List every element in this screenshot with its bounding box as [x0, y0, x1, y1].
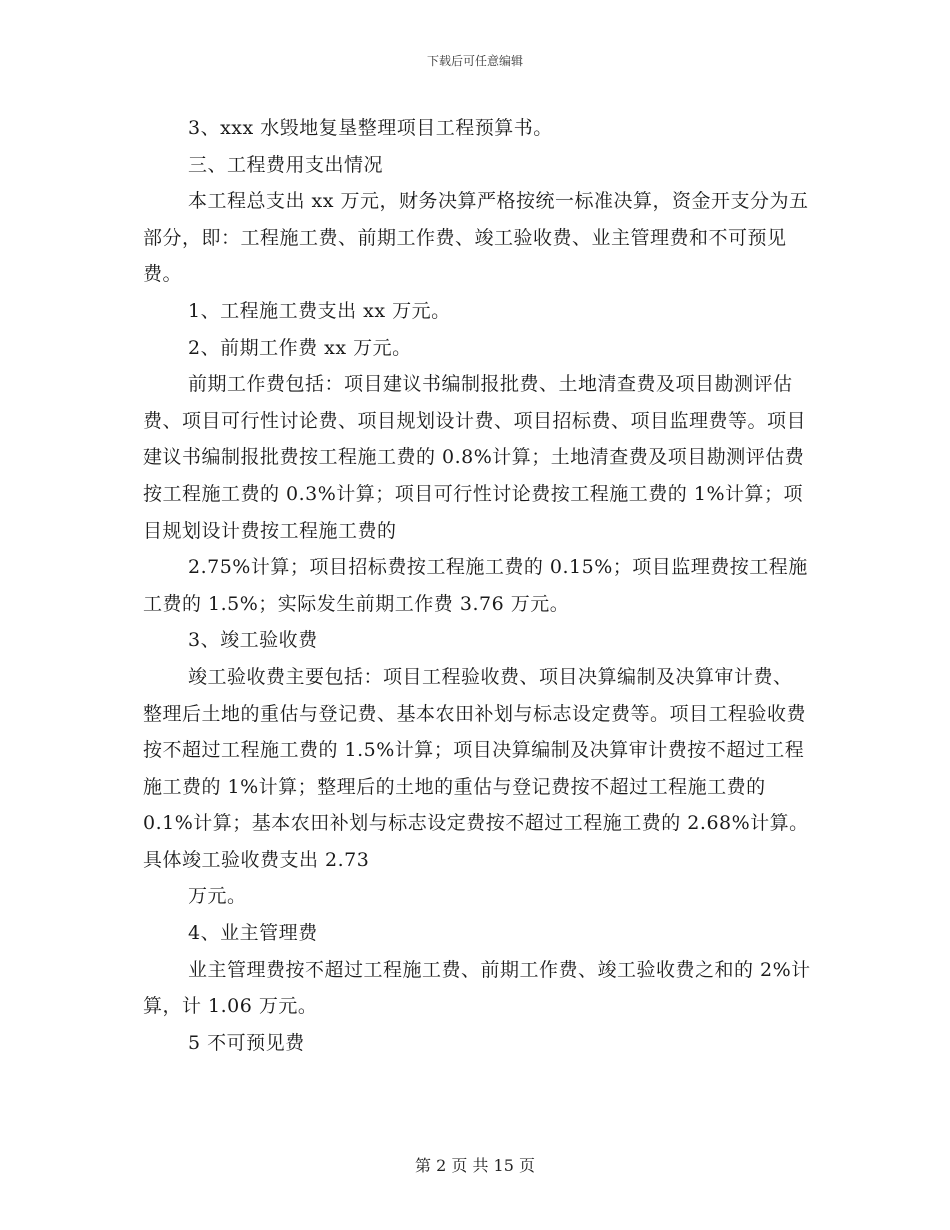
paragraph-owner-management-fee-details: 业主管理费按不超过工程施工费、前期工作费、竣工验收费之和的 2%计算，计 1.06 万元。 [143, 958, 811, 1018]
section-heading-expenditure: 三、工程费用支出情况 [188, 153, 384, 176]
document-body [143, 110, 811, 1061]
item-contingency-fee: 5 不可预见费 [188, 1031, 305, 1054]
page-number: 第 2 页 共 15 页 [415, 1156, 535, 1175]
paragraph-preliminary-fee-continued: 2.75%计算；项目招标费按工程施工费的 0.15%；项目监理费按工程施工费的 1.5%；实际发生前期工作费 3.76 万元。 [143, 556, 808, 615]
item-acceptance-fee: 3、竣工验收费 [188, 629, 318, 652]
item-construction-fee: 1、工程施工费支出 xx 万元。 [188, 299, 451, 322]
item-preliminary-fee: 2、前期工作费 xx 万元。 [188, 336, 412, 359]
paragraph-budget-book: 3、xxx 水毁地复垦整理项目工程预算书。 [188, 117, 553, 139]
item-owner-management-fee: 4、业主管理费 [188, 922, 318, 945]
paragraph-preliminary-fee-details: 前期工作费包括：项目建议书编制报批费、土地清查费及项目勘测评估费、项目可行性讨论费、项目规划设计费、项目招标费、项目监理费等。项目建议书编制报批费按工程施工费的 0.8%计算；土地清查费及项目勘测评估费按工程施工费的 0.3%计算；项目可行性讨论费按工程施工费的 1%计算；项目规划设计费按工程施工费的 [143, 373, 807, 542]
page-header: 下载后可任意编辑 [426, 54, 523, 68]
paragraph-total-expenditure: 本工程总支出 xx 万元，财务决算严格按统一标准决算，资金开支分为五部分，即：工程施工费、前期工作费、竣工验收费、业主管理费和不可预见费。 [143, 190, 809, 286]
paragraph-acceptance-fee-unit: 万元。 [188, 885, 247, 908]
paragraph-acceptance-fee-details: 竣工验收费主要包括：项目工程验收费、项目决算编制及决算审计费、整理后土地的重估与登记费、基本农田补划与标志设定费等。项目工程验收费按不超过工程施工费的 1.5%计算；项目决算编制及决算审计费按不超过工程施工费的 1%计算；整理后的土地的重估与登记费按不超过工程施工费的 0.1%计算；基本农田补划与标志设定费按不超过工程施工费的 2.68%计算。具体竣工验收费支出 2.73 [143, 665, 809, 871]
